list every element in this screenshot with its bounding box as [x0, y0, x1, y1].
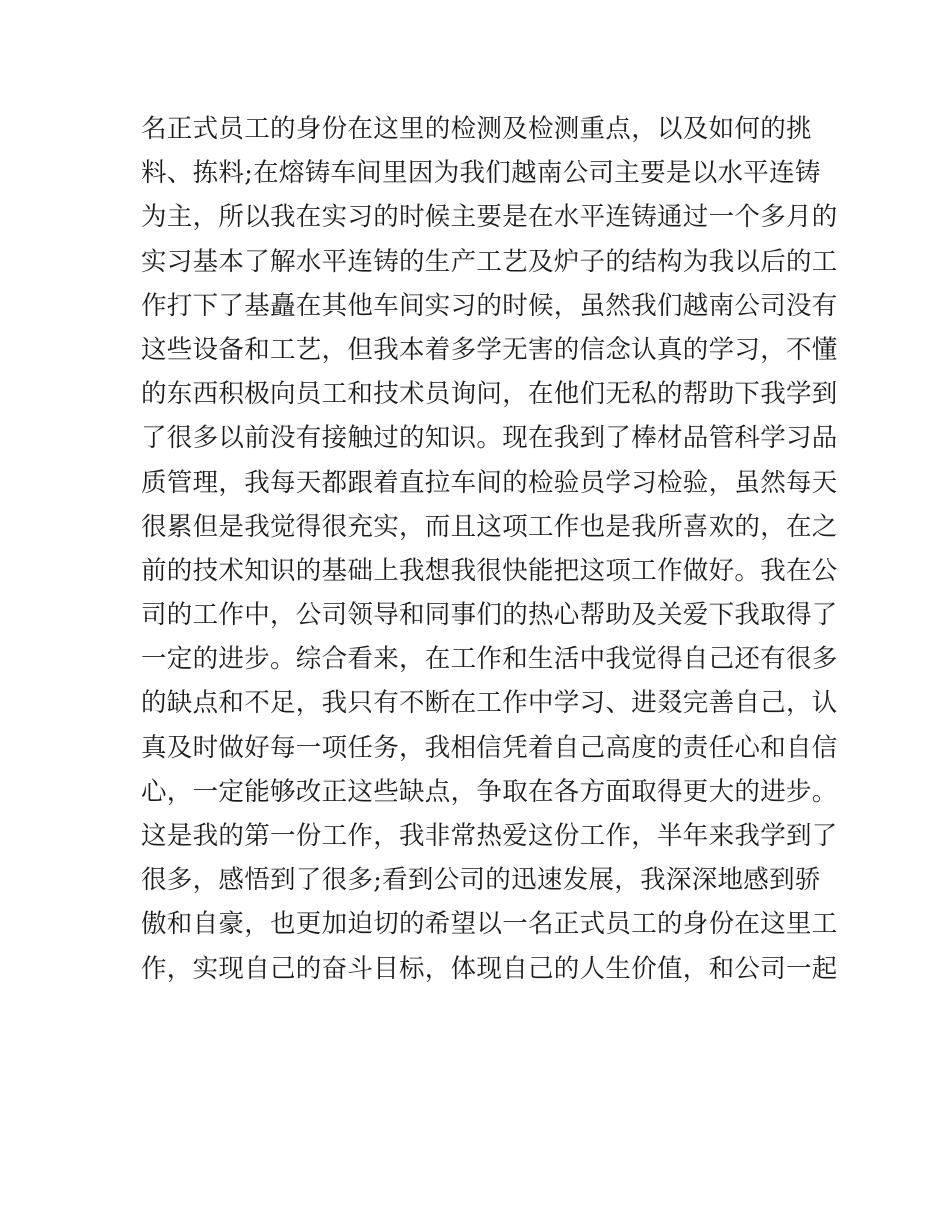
text-line: 料、拣料;在熔铸车间里因为我们越南公司主要是以水平连铸	[141, 158, 821, 189]
text-line: 这是我的第一份工作，我非常热爱这份工作，半年来我学到了	[141, 821, 838, 851]
text-line: 很多，感悟到了很多;看到公司的迅速发展，我深深地感到骄	[141, 865, 821, 896]
text-line: 了很多以前没有接触过的知识。现在我到了棒材品管科学习品	[141, 423, 838, 454]
text-line: 一定的进步。综合看来，在工作和生活中我觉得自己还有很多	[141, 644, 838, 675]
text-line: 作打下了基矗在其他车间实习的时候，虽然我们越南公司没有	[141, 290, 838, 321]
text-line: 的缺点和不足，我只有不断在工作中学习、进叕完善自己，认	[141, 688, 838, 719]
text-line: 很累但是我觉得很充实，而且这项工作也是我所喜欢的，在之	[141, 511, 838, 542]
body-paragraph	[141, 107, 838, 991]
text-line: 作，实现自己的奋斗目标，体现自己的人生价值，和公司一起	[141, 953, 838, 984]
text-line: 的东西积极向员工和技术员询问，在他们无私的帮助下我学到	[141, 379, 838, 410]
text-line: 前的技术知识的基础上我想我很快能把这项工作做好。我在公	[141, 555, 838, 586]
text-line: 傲和自豪，也更加迫切的希望以一名正式员工的身份在这里工	[141, 909, 838, 940]
text-line: 名正式员工的身份在这里的检测及检测重点，以及如何的挑	[141, 114, 812, 144]
text-line: 真及时做好每一项任务，我相信凭着自己高度的责任心和自信	[141, 732, 838, 763]
text-line: 为主，所以我在实习的时候主要是在水平连铸通过一个多月的	[141, 202, 838, 233]
text-line: 心，一定能够改正这些缺点，争取在各方面取得更大的进步。	[141, 776, 838, 807]
text-line: 司的工作中，公司领导和同事们的热心帮助及关爱下我取得了	[141, 600, 838, 631]
text-line: 质管理，我每天都跟着直拉车间的检验员学习检验，虽然每天	[141, 467, 838, 498]
text-line: 实习基本了解水平连铸的生产工艺及炉子的结构为我以后的工	[141, 246, 838, 277]
text-line: 这些设备和工艺，但我本着多学无害的信念认真的学习，不懂	[141, 334, 838, 365]
